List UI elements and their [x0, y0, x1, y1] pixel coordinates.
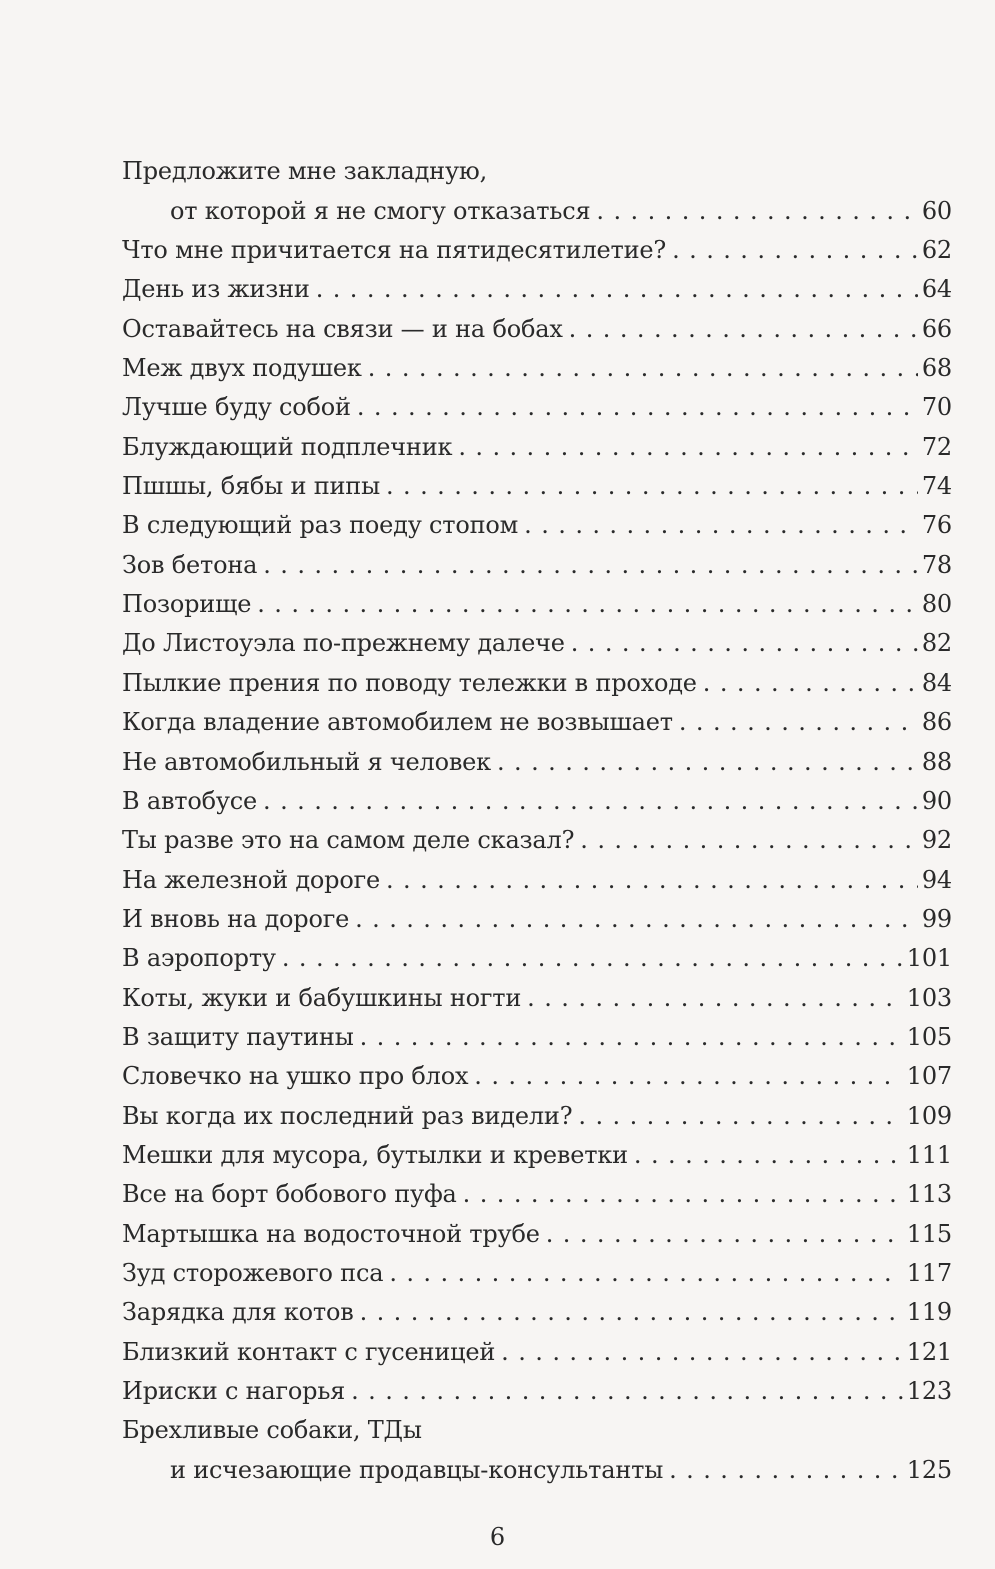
- toc-entry-title: На железной дороге: [122, 865, 380, 894]
- toc-entry-title: День из жизни: [122, 275, 310, 304]
- toc-entry: [122, 1013, 952, 1052]
- toc-entry: [122, 147, 952, 186]
- toc-entry-title: И вновь на дороге: [122, 904, 350, 933]
- toc-entry-page: 101: [906, 944, 952, 973]
- toc-entry-title: Позорище: [122, 590, 252, 619]
- toc-entry-title: В следующий раз поеду стопом: [122, 511, 519, 540]
- toc-leader-dots: [571, 628, 918, 658]
- toc-entry-title: Мешки для мусора, бутылки и креветки: [122, 1140, 628, 1169]
- toc-leader-dots: [497, 747, 918, 777]
- toc-entry: [122, 501, 952, 540]
- toc-entry: [122, 737, 952, 776]
- toc-leader-dots: [386, 865, 918, 895]
- toc-leader-dots: [316, 274, 918, 304]
- toc-entry: [122, 895, 952, 934]
- toc-entry-title: В аэропорту: [122, 944, 276, 973]
- toc-entry-title: Брехливые собаки, ТДы: [122, 1416, 422, 1445]
- toc-entry-title: Пылкие прения по поводу тележки в проходе: [122, 668, 697, 697]
- toc-entry-page: 82: [921, 629, 952, 658]
- toc-leader-dots: [360, 1022, 903, 1052]
- toc-entry-title: Зарядка для котов: [122, 1298, 354, 1327]
- toc-entry-page: 62: [921, 236, 952, 265]
- toc-leader-dots: [679, 707, 918, 737]
- toc-leader-dots: [596, 196, 917, 226]
- toc-entry: [122, 698, 952, 737]
- toc-entry-page: 60: [921, 196, 952, 225]
- toc-entry: [122, 619, 952, 658]
- toc-entry-title: Ты разве это на самом деле сказал?: [122, 826, 575, 855]
- toc-leader-dots: [355, 904, 918, 934]
- toc-leader-dots: [578, 1101, 902, 1131]
- toc-leader-dots: [580, 825, 918, 855]
- toc-leader-dots: [257, 589, 918, 619]
- toc-entry: [122, 973, 952, 1012]
- toc-entry-title: Оставайтесь на связи — и на бобах: [122, 314, 563, 343]
- toc-entry: [122, 1288, 952, 1327]
- toc-entry-page: 103: [906, 983, 952, 1012]
- toc-leader-dots: [282, 943, 903, 973]
- toc-entry: [122, 777, 952, 816]
- toc-entry-title: Ириски с нагорья: [122, 1377, 346, 1405]
- toc-entry-page: 92: [921, 826, 952, 855]
- toc-entry-page: 121: [906, 1337, 952, 1366]
- toc-entry: [122, 344, 952, 383]
- toc-leader-dots: [386, 471, 918, 501]
- toc-leader-dots: [501, 1337, 903, 1367]
- toc-entry-title: Не автомобильный я человек: [122, 747, 491, 776]
- toc-entry: [122, 934, 952, 973]
- toc-leader-dots: [524, 510, 918, 540]
- toc-entry: [122, 580, 952, 619]
- toc-entry-title: и исчезающие продавцы-консультанты: [170, 1455, 664, 1484]
- toc-entry: [122, 1209, 952, 1248]
- page-number: 6: [489, 1523, 506, 1551]
- toc-entry: [122, 1327, 952, 1366]
- toc-entry: [122, 816, 952, 855]
- toc-entry-page: 94: [921, 865, 952, 894]
- toc-entry-title: Когда владение автомобилем не возвышает: [122, 708, 673, 737]
- toc-entry-page: 72: [921, 432, 952, 461]
- toc-entry-title: Все на борт бобового пуфа: [122, 1180, 457, 1209]
- toc-entry-title: Коты, жуки и бабушкины ногти: [122, 983, 522, 1012]
- toc-entry: [122, 462, 952, 501]
- toc-leader-dots: [360, 1297, 903, 1327]
- toc-entry-page: 115: [906, 1219, 952, 1248]
- toc-entry-title: Пшшы, бябы и пипы: [122, 472, 380, 501]
- toc-entry: [122, 265, 952, 304]
- toc-entry-title: Близкий контакт с гусеницей: [122, 1337, 496, 1366]
- toc-entry-page: 74: [921, 472, 952, 501]
- toc-leader-dots: [263, 786, 918, 816]
- toc-leader-dots: [351, 1376, 903, 1406]
- toc-entry-page: 119: [906, 1298, 952, 1327]
- toc-leader-dots: [263, 550, 918, 580]
- toc-entry-page: 80: [921, 590, 952, 619]
- toc-entry-page: 76: [921, 511, 952, 540]
- toc-entry-title: Зов бетона: [122, 550, 258, 579]
- toc-leader-dots: [458, 432, 918, 462]
- toc-leader-dots: [669, 1455, 903, 1485]
- toc-leader-dots: [389, 1258, 902, 1288]
- toc-entry-page: 64: [921, 275, 952, 304]
- toc-entry: [122, 1131, 952, 1170]
- toc-entry-page: 117: [906, 1258, 952, 1287]
- toc-entry: [122, 1406, 952, 1445]
- toc-entry-page: 70: [921, 393, 952, 422]
- toc-entry-title: от которой я не смогу отказаться: [170, 196, 591, 225]
- toc-entry-page: 111: [906, 1140, 952, 1169]
- toc-entry-title: Зуд сторожевого пса: [122, 1258, 384, 1287]
- toc-entry: [122, 540, 952, 579]
- toc-entry-title: До Листоуэла по-прежнему далече: [122, 629, 565, 658]
- toc-entry-title: Что мне причитается на пятидесятилетие?: [122, 236, 667, 265]
- toc-entry: [122, 1052, 952, 1091]
- toc-entry-page: 68: [921, 354, 952, 383]
- toc-entry: [122, 383, 952, 422]
- toc-entry: [122, 658, 952, 697]
- toc-entry-page: 78: [921, 550, 952, 579]
- toc-entry-title: Вы когда их последний раз видели?: [122, 1101, 573, 1130]
- toc-entry-title: Блуждающий подплечник: [122, 432, 453, 461]
- toc-entry-page: 99: [921, 904, 952, 933]
- toc-leader-dots: [368, 353, 918, 383]
- toc-entry: [122, 1367, 952, 1406]
- toc-entry-title: Предложите мне закладную,: [122, 157, 488, 186]
- toc-leader-dots: [463, 1179, 903, 1209]
- toc-entry-page: 84: [921, 668, 952, 697]
- toc-entry-page: 105: [906, 1022, 952, 1051]
- toc-entry-page: 88: [921, 747, 952, 776]
- toc-entry-title: Меж двух подушек: [122, 354, 362, 383]
- toc-entry-page: 90: [921, 786, 952, 815]
- toc-entry: [122, 1445, 952, 1484]
- toc-entry: [122, 1091, 952, 1130]
- toc-leader-dots: [546, 1219, 903, 1249]
- toc-leader-dots: [672, 235, 918, 265]
- toc-entry: [122, 1170, 952, 1209]
- toc-entry: [122, 226, 952, 265]
- toc-entry-title: В защиту паутины: [122, 1022, 354, 1051]
- toc-leader-dots: [474, 1061, 902, 1091]
- toc-entry: [122, 186, 952, 225]
- toc-leader-dots: [527, 983, 903, 1013]
- toc-entry-page: 123: [906, 1377, 952, 1405]
- toc-leader-dots: [703, 668, 918, 698]
- toc-leader-dots: [634, 1140, 903, 1170]
- toc-entry-page: 66: [921, 314, 952, 343]
- toc-leader-dots: [357, 392, 918, 422]
- toc-entry-title: Лучше буду собой: [122, 393, 351, 422]
- toc-entry-page: 86: [921, 708, 952, 737]
- toc-entry: [122, 855, 952, 894]
- table-of-contents: [122, 147, 952, 1485]
- toc-leader-dots: [569, 314, 918, 344]
- toc-entry: [122, 1249, 952, 1288]
- toc-entry-title: Словечко на ушко про блох: [122, 1062, 469, 1091]
- toc-entry: [122, 422, 952, 461]
- toc-entry-page: 125: [906, 1455, 952, 1484]
- toc-entry-page: 113: [906, 1180, 952, 1209]
- toc-entry-page: 109: [906, 1101, 952, 1130]
- toc-entry-page: 107: [906, 1062, 952, 1091]
- toc-entry-title: В автобусе: [122, 786, 258, 815]
- toc-entry-title: Мартышка на водосточной трубе: [122, 1219, 540, 1248]
- toc-entry: [122, 304, 952, 343]
